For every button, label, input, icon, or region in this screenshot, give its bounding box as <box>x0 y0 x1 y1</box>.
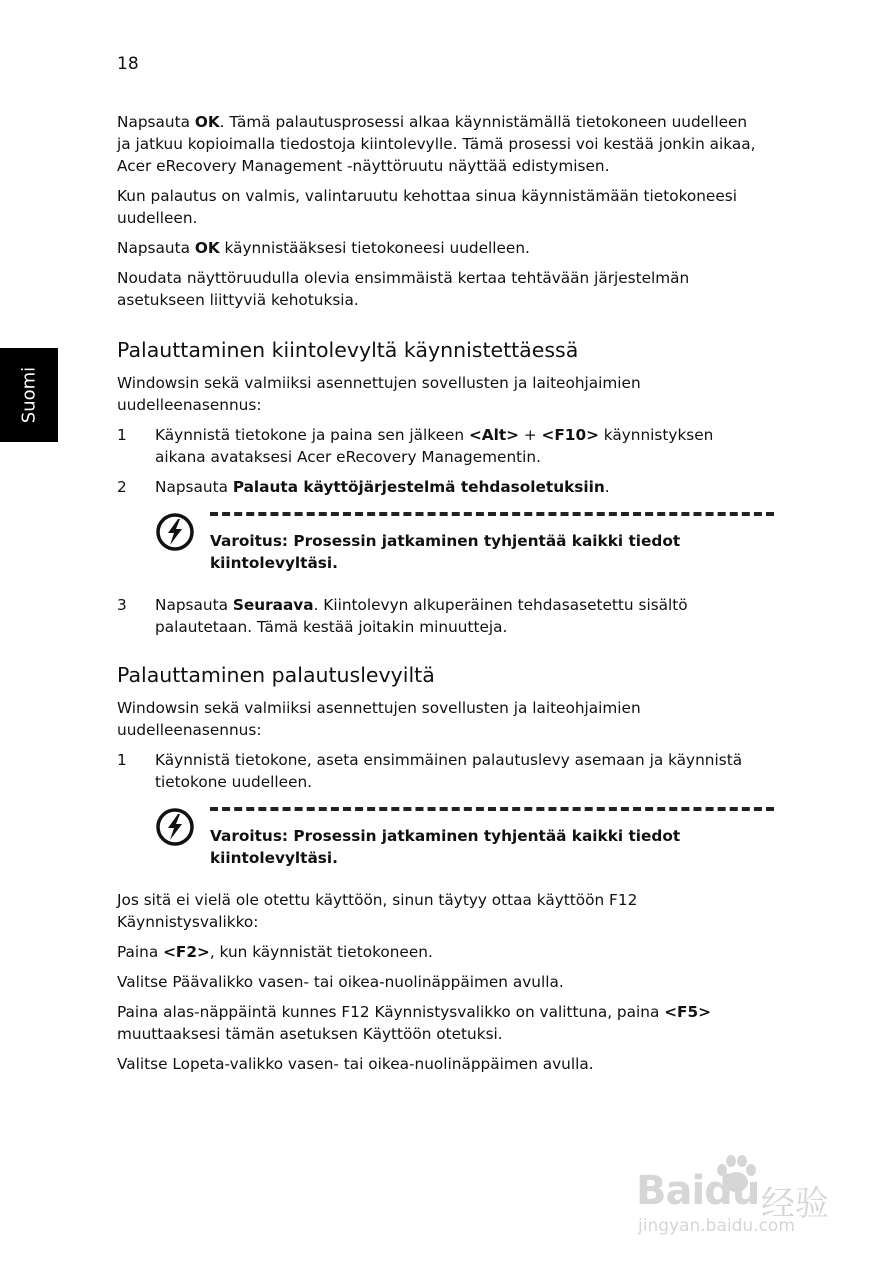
section-heading-hard-disk: Palauttaminen kiintolevyltä käynnistettäessä <box>117 338 579 362</box>
warning-divider <box>210 512 774 516</box>
watermark-chinese-text: 经验 <box>761 1184 829 1224</box>
language-side-tab-label: Suomi <box>18 366 40 424</box>
warning-text-2: Varoitus: Prosessin jatkaminen tyhjentää kaikki tiedot kiintolevyltäsi. <box>210 827 681 867</box>
watermark-url: jingyan.baidu.com <box>638 1216 795 1236</box>
watermark-logo: Baidu <box>636 1168 760 1214</box>
warning-lightning-icon <box>155 807 195 847</box>
section1-step-2: 2 Napsauta Palauta käyttöjärjestelmä tehdasoletuksiin. <box>117 478 610 496</box>
section2-paragraph-2: Paina <F2>, kun käynnistät tietokoneen. <box>117 943 433 961</box>
baidu-jingyan-watermark <box>636 1154 836 1244</box>
warning-divider <box>210 807 774 811</box>
language-side-tab <box>0 348 58 442</box>
warning-lightning-icon <box>155 512 195 552</box>
section-heading-recovery-discs: Palauttaminen palautuslevyiltä <box>117 663 435 687</box>
warning-text-1: Varoitus: Prosessin jatkaminen tyhjentää kaikki tiedot kiintolevyltäsi. <box>210 532 681 572</box>
intro-paragraph-2: Kun palautus on valmis, valintaruutu kehottaa sinua käynnistämään tietokoneesi uudelleen. <box>117 187 737 227</box>
section2-intro: Windowsin sekä valmiiksi asennettujen sovellusten ja laiteohjaimien uudelleenasennus: <box>117 699 641 739</box>
section2-paragraph-3: Valitse Päävalikko vasen- tai oikea-nuolinäppäimen avulla. <box>117 973 564 991</box>
section1-step-3: 3 Napsauta Seuraava. Kiintolevyn alkuperäinen tehdasasetettu sisältö palautetaan. Tämä kestää joitakin minuutteja. <box>117 596 688 636</box>
page-content <box>117 111 762 1083</box>
intro-paragraph-3: Napsauta OK käynnistääksesi tietokoneesi uudelleen. <box>117 239 530 257</box>
section1-step-1: 1 Käynnistä tietokone ja paina sen jälkeen <Alt> + <F10> käynnistyksen aikana avataksesi Acer eRecovery Managementin. <box>117 426 714 466</box>
section1-intro: Windowsin sekä valmiiksi asennettujen sovellusten ja laiteohjaimien uudelleenasennus: <box>117 374 641 414</box>
warning-box-1 <box>155 512 762 574</box>
section2-paragraph-4: Paina alas-näppäintä kunnes F12 Käynnistysvalikko on valittuna, paina <F5> muuttaaksesi tämän asetuksen Käyttöön otetuksi. <box>117 1003 711 1043</box>
section2-paragraph-5: Valitse Lopeta-valikko vasen- tai oikea-nuolinäppäimen avulla. <box>117 1055 594 1073</box>
page-number: 18 <box>117 54 139 74</box>
intro-paragraph-4: Noudata näyttöruudulla olevia ensimmäistä kertaa tehtävään järjestelmän asetukseen liittyviä kehotuksia. <box>117 269 690 309</box>
section2-paragraph-1: Jos sitä ei vielä ole otettu käyttöön, sinun täytyy ottaa käyttöön F12 Käynnistysvalikko: <box>117 891 638 931</box>
section2-step-1: 1 Käynnistä tietokone, aseta ensimmäinen palautuslevy asemaan ja käynnistä tietokone uudelleen. <box>117 751 743 791</box>
intro-paragraph-1: Napsauta OK. Tämä palautusprosessi alkaa käynnistämällä tietokoneen uudelleen ja jatkuu kopioimalla tiedostoja kiintolevylle. Tämä prosessi voi kestää jonkin aikaa, Acer eRecovery Management -näyttöruutu näyttää edistymisen. <box>117 113 756 175</box>
warning-box-2 <box>155 807 762 869</box>
